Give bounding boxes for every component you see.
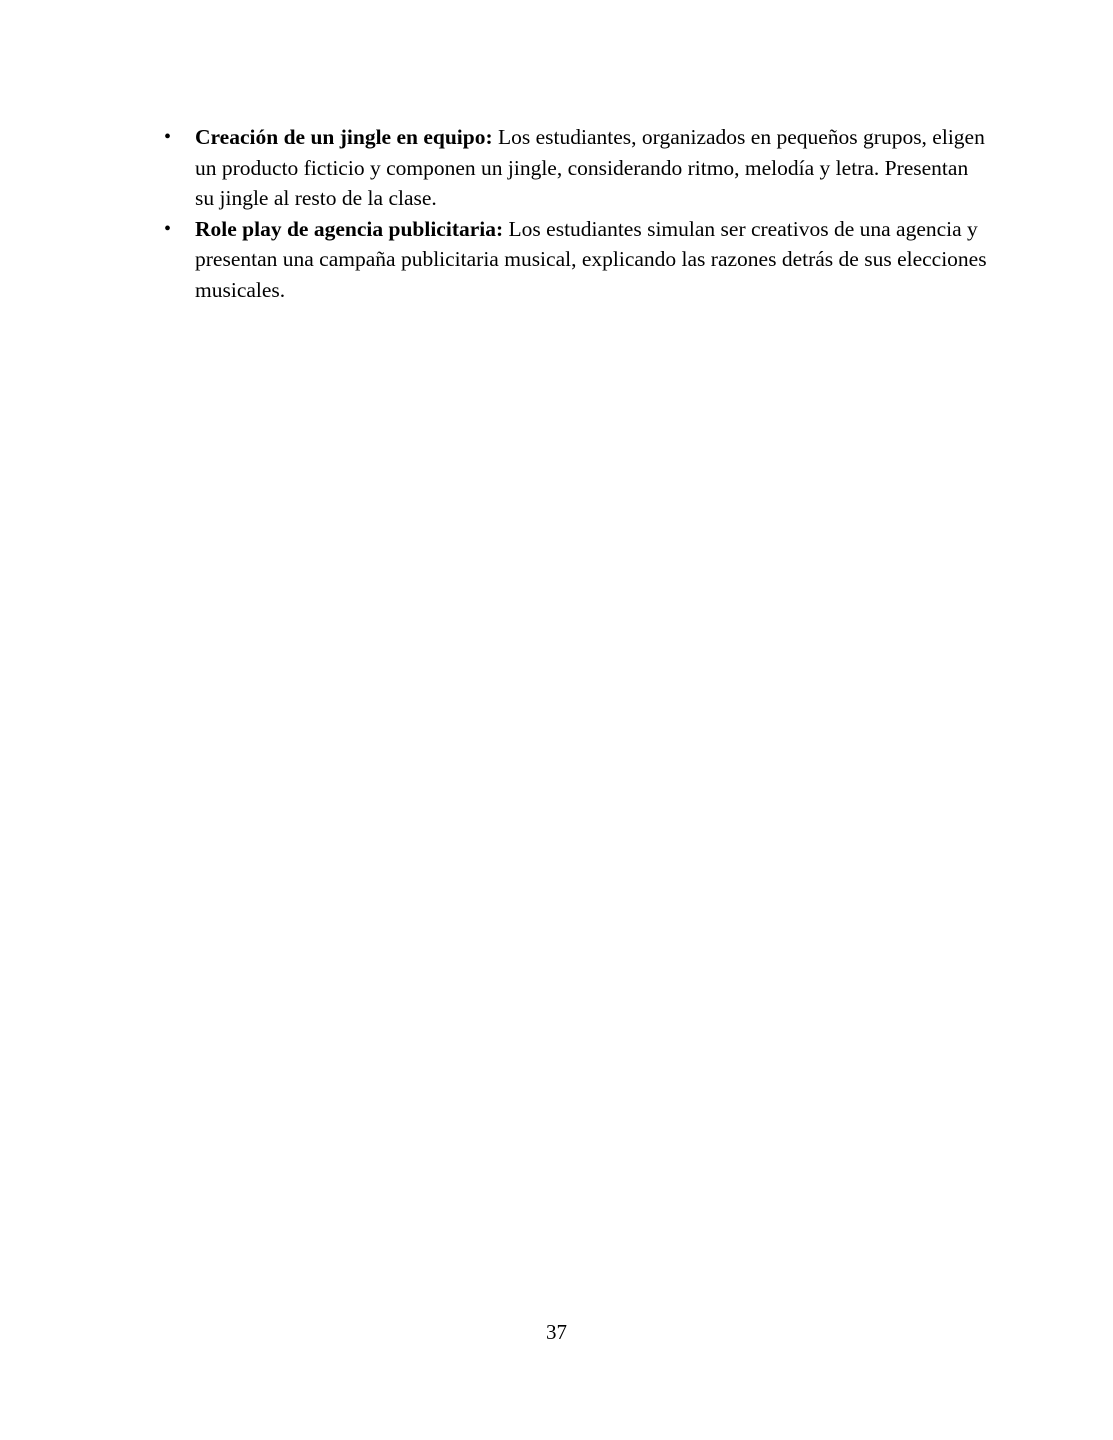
document-body xyxy=(150,122,990,305)
list-item xyxy=(150,122,990,214)
list-item-text: Los estudiantes simulan ser creativos de una agencia y presentan una campaña publicitaria musical, explicando las razones detrás de sus elecciones musicales. xyxy=(195,216,987,302)
bullet-icon: • xyxy=(164,126,172,148)
page-number: 37 xyxy=(546,1320,567,1344)
bullet-icon: • xyxy=(164,217,172,240)
list-item xyxy=(150,214,990,306)
list-item-title: Creación de un jingle en equipo: xyxy=(195,125,493,149)
list-item-title: Role play de agencia publicitaria: xyxy=(195,216,504,241)
list-item-text: Los estudiantes, organizados en pequeños grupos, eligen un producto ficticio y componen un jingle, considerando ritmo, melodía y letra. Presentan su jingle al resto de la clase. xyxy=(195,125,985,210)
activity-bullet-list xyxy=(150,122,990,305)
